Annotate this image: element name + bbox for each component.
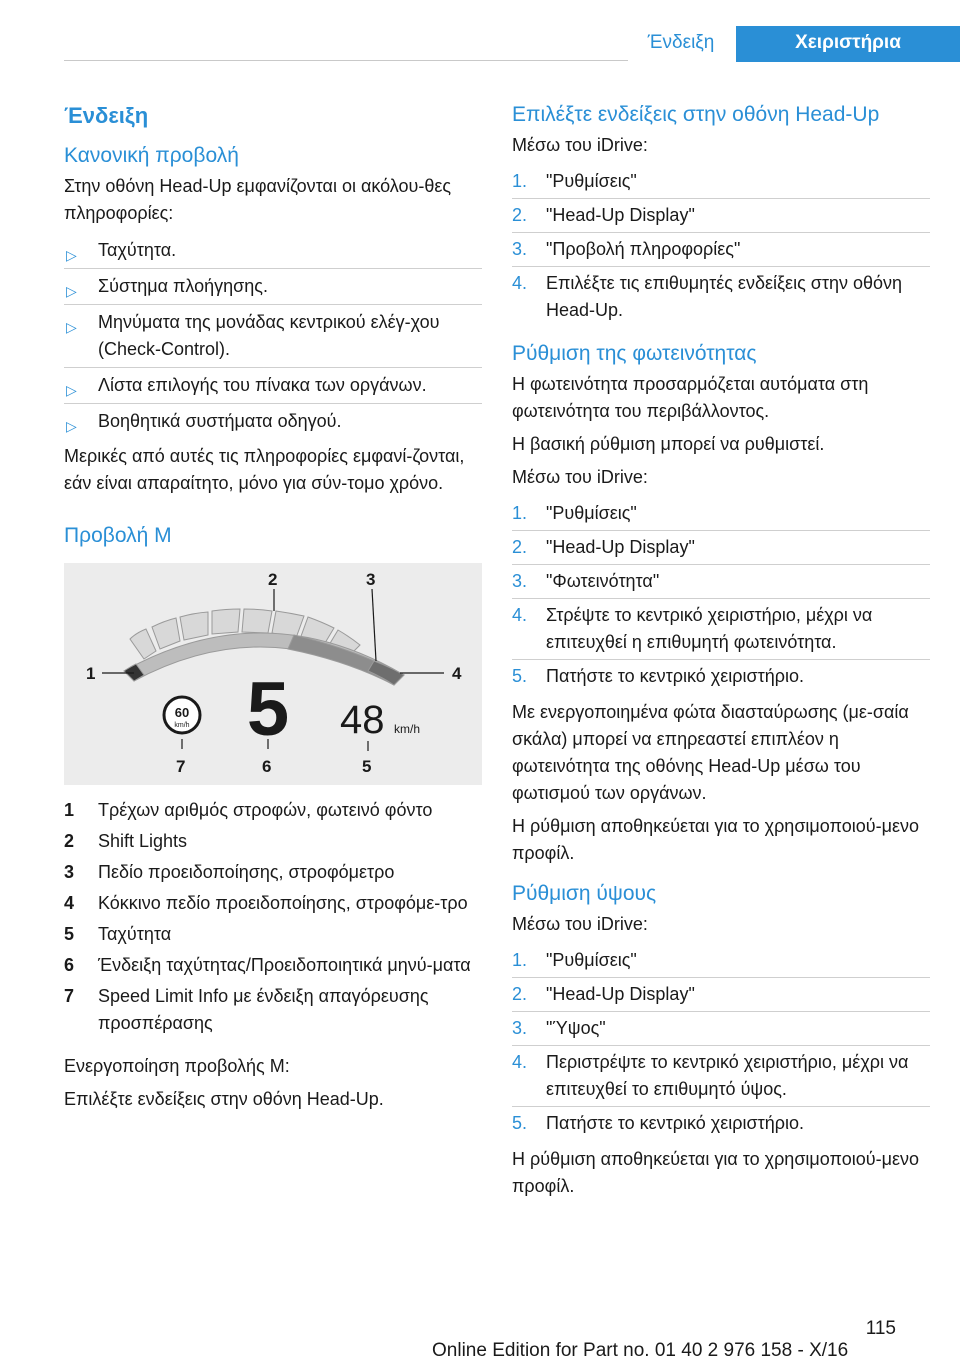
triangle-bullet-icon: ▷	[66, 283, 77, 299]
legend-item: 6 Ένδειξη ταχύτητας/Προειδοποιητικά μηνύ-ματα	[64, 955, 471, 975]
height-intro: Μέσω του iDrive:	[512, 914, 648, 934]
header-divider	[64, 60, 628, 61]
legend-item: 4 Κόκκινο πεδίο προειδοποίησης, στροφόμε-τρο	[64, 893, 468, 913]
brightness-profile-note: Η ρύθμιση αποθηκεύεται για το χρησιμοποιού-μενο προφίλ.	[512, 816, 919, 863]
speed-limit-unit: km/h	[174, 722, 190, 729]
legend-item: 5 Ταχύτητα	[64, 924, 172, 944]
height-heading: Ρύθμιση ύψους	[512, 882, 657, 905]
callout-2: 2	[268, 570, 278, 589]
list-item: ▷ Μηνύματα της μονάδας κεντρικού ελέγ-χου (Check-Control).	[64, 304, 482, 367]
gear-indicator: 5	[246, 667, 290, 752]
triangle-bullet-icon: ▷	[66, 319, 77, 335]
m-view-illustration	[64, 563, 482, 785]
header-section-label[interactable]: Ένδειξη	[647, 32, 715, 53]
page-header	[0, 0, 960, 62]
figure-legend	[64, 795, 482, 1039]
activate-m-view: Ενεργοποίηση προβολής M:	[64, 1056, 290, 1076]
step-item: 3. "Προβολή πληροφορίες"	[512, 232, 930, 266]
select-displays-intro: Μέσω του iDrive:	[512, 135, 648, 155]
speed-unit: km/h	[394, 722, 421, 736]
callout-5: 5	[362, 757, 372, 776]
section-title: Ένδειξη	[64, 103, 149, 128]
list-item: ▷ Λίστα επιλογής του πίνακα των οργάνων.	[64, 367, 482, 403]
height-steps	[512, 944, 930, 1140]
brightness-basic: Η βασική ρύθμιση μπορεί να ρυθμιστεί.	[512, 434, 825, 454]
step-item: 4. Επιλέξτε τις επιθυμητές ενδείξεις στην οθόνη Head-Up.	[512, 266, 930, 327]
brightness-desc: Η φωτεινότητα προσαρμόζεται αυτόματα στη φωτεινότητα του περιβάλλοντος.	[512, 374, 869, 421]
activate-m-view-instruction: Επιλέξτε ενδείξεις στην οθόνη Head-Up.	[64, 1089, 384, 1109]
normal-view-list	[64, 233, 482, 439]
list-item: ▷ Βοηθητικά συστήματα οδηγού.	[64, 403, 482, 439]
speed-limit-sign	[164, 697, 200, 733]
step-item: 4. Περιστρέψτε το κεντρικό χειριστήριο, μέχρι να επιτευχθεί το επιθυμητό ύψος.	[512, 1045, 930, 1106]
speed-limit-value: 60	[174, 705, 190, 720]
m-view-heading: Προβολή M	[64, 524, 172, 547]
brightness-heading: Ρύθμιση της φωτεινότητας	[512, 342, 757, 365]
triangle-bullet-icon: ▷	[66, 418, 77, 434]
header-chapter-tab[interactable]: Χειριστήρια	[736, 26, 960, 60]
brightness-lights-note: Με ενεργοποιημένα φώτα διασταύρωσης (με-σαία σκάλα) μπορεί να επηρεαστεί επιπλέον η φωτεινότητα της οθόνης Head-Up μέσω του φωτισμού των οργάνων.	[512, 702, 909, 803]
triangle-bullet-icon: ▷	[66, 247, 77, 263]
speed-value: 48	[340, 698, 385, 742]
step-item: 2. "Head-Up Display"	[512, 977, 930, 1011]
step-item: 2. "Head-Up Display"	[512, 198, 930, 232]
header-active-underline	[736, 60, 960, 62]
step-item: 3. "Φωτεινότητα"	[512, 564, 930, 598]
brightness-intro: Μέσω του iDrive:	[512, 467, 648, 487]
legend-item: 3 Πεδίο προειδοποίησης, στροφόμετρο	[64, 862, 395, 882]
step-item: 5. Πατήστε το κεντρικό χειριστήριο.	[512, 659, 930, 693]
edition-info: Online Edition for Part no. 01 40 2 976 158 - X/16	[432, 1340, 849, 1361]
callout-6: 6	[262, 757, 272, 776]
step-item: 5. Πατήστε το κεντρικό χειριστήριο.	[512, 1106, 930, 1140]
normal-view-intro: Στην οθόνη Head-Up εμφανίζονται οι ακόλου-θες πληροφορίες:	[64, 176, 452, 223]
normal-view-heading: Κανονική προβολή	[64, 144, 239, 167]
left-column	[64, 96, 482, 1119]
legend-item: 7 Speed Limit Info με ένδειξη απαγόρευσης προσπέρασης	[64, 986, 429, 1033]
step-item: 1. "Ρυθμίσεις"	[512, 950, 637, 970]
triangle-bullet-icon: ▷	[66, 382, 77, 398]
legend-item: 1 Τρέχων αριθμός στροφών, φωτεινό φόντο	[64, 800, 433, 820]
height-profile-note: Η ρύθμιση αποθηκεύεται για το χρησιμοποιού-μενο προφίλ.	[512, 1149, 919, 1196]
select-displays-heading: Επιλέξτε ενδείξεις στην οθόνη Head-Up	[512, 103, 880, 126]
list-item: ▷ Ταχύτητα.	[64, 233, 482, 268]
list-item: ▷ Σύστημα πλοήγησης.	[64, 268, 482, 304]
step-item: 4. Στρέψτε το κεντρικό χειριστήριο, μέχρι να επιτευχθεί η επιθυμητή φωτεινότητα.	[512, 598, 930, 659]
step-item: 3. "Ύψος"	[512, 1011, 930, 1045]
callout-4: 4	[452, 664, 462, 683]
step-item: 1. "Ρυθμίσεις"	[512, 171, 637, 191]
brightness-steps	[512, 497, 930, 693]
step-item: 2. "Head-Up Display"	[512, 530, 930, 564]
right-column	[512, 96, 930, 1206]
page-number: 115	[865, 1318, 896, 1339]
step-item: 1. "Ρυθμίσεις"	[512, 503, 637, 523]
callout-3: 3	[366, 570, 376, 589]
select-displays-steps	[512, 165, 930, 327]
callout-1: 1	[86, 664, 96, 683]
callout-7: 7	[176, 757, 186, 776]
normal-view-note: Μερικές από αυτές τις πληροφορίες εμφανί-ζονται, εάν είναι απαραίτητο, μόνο για σύν-τομο χρόνο.	[64, 446, 465, 493]
head-up-display-svg	[64, 563, 482, 785]
legend-item: 2 Shift Lights	[64, 831, 188, 851]
